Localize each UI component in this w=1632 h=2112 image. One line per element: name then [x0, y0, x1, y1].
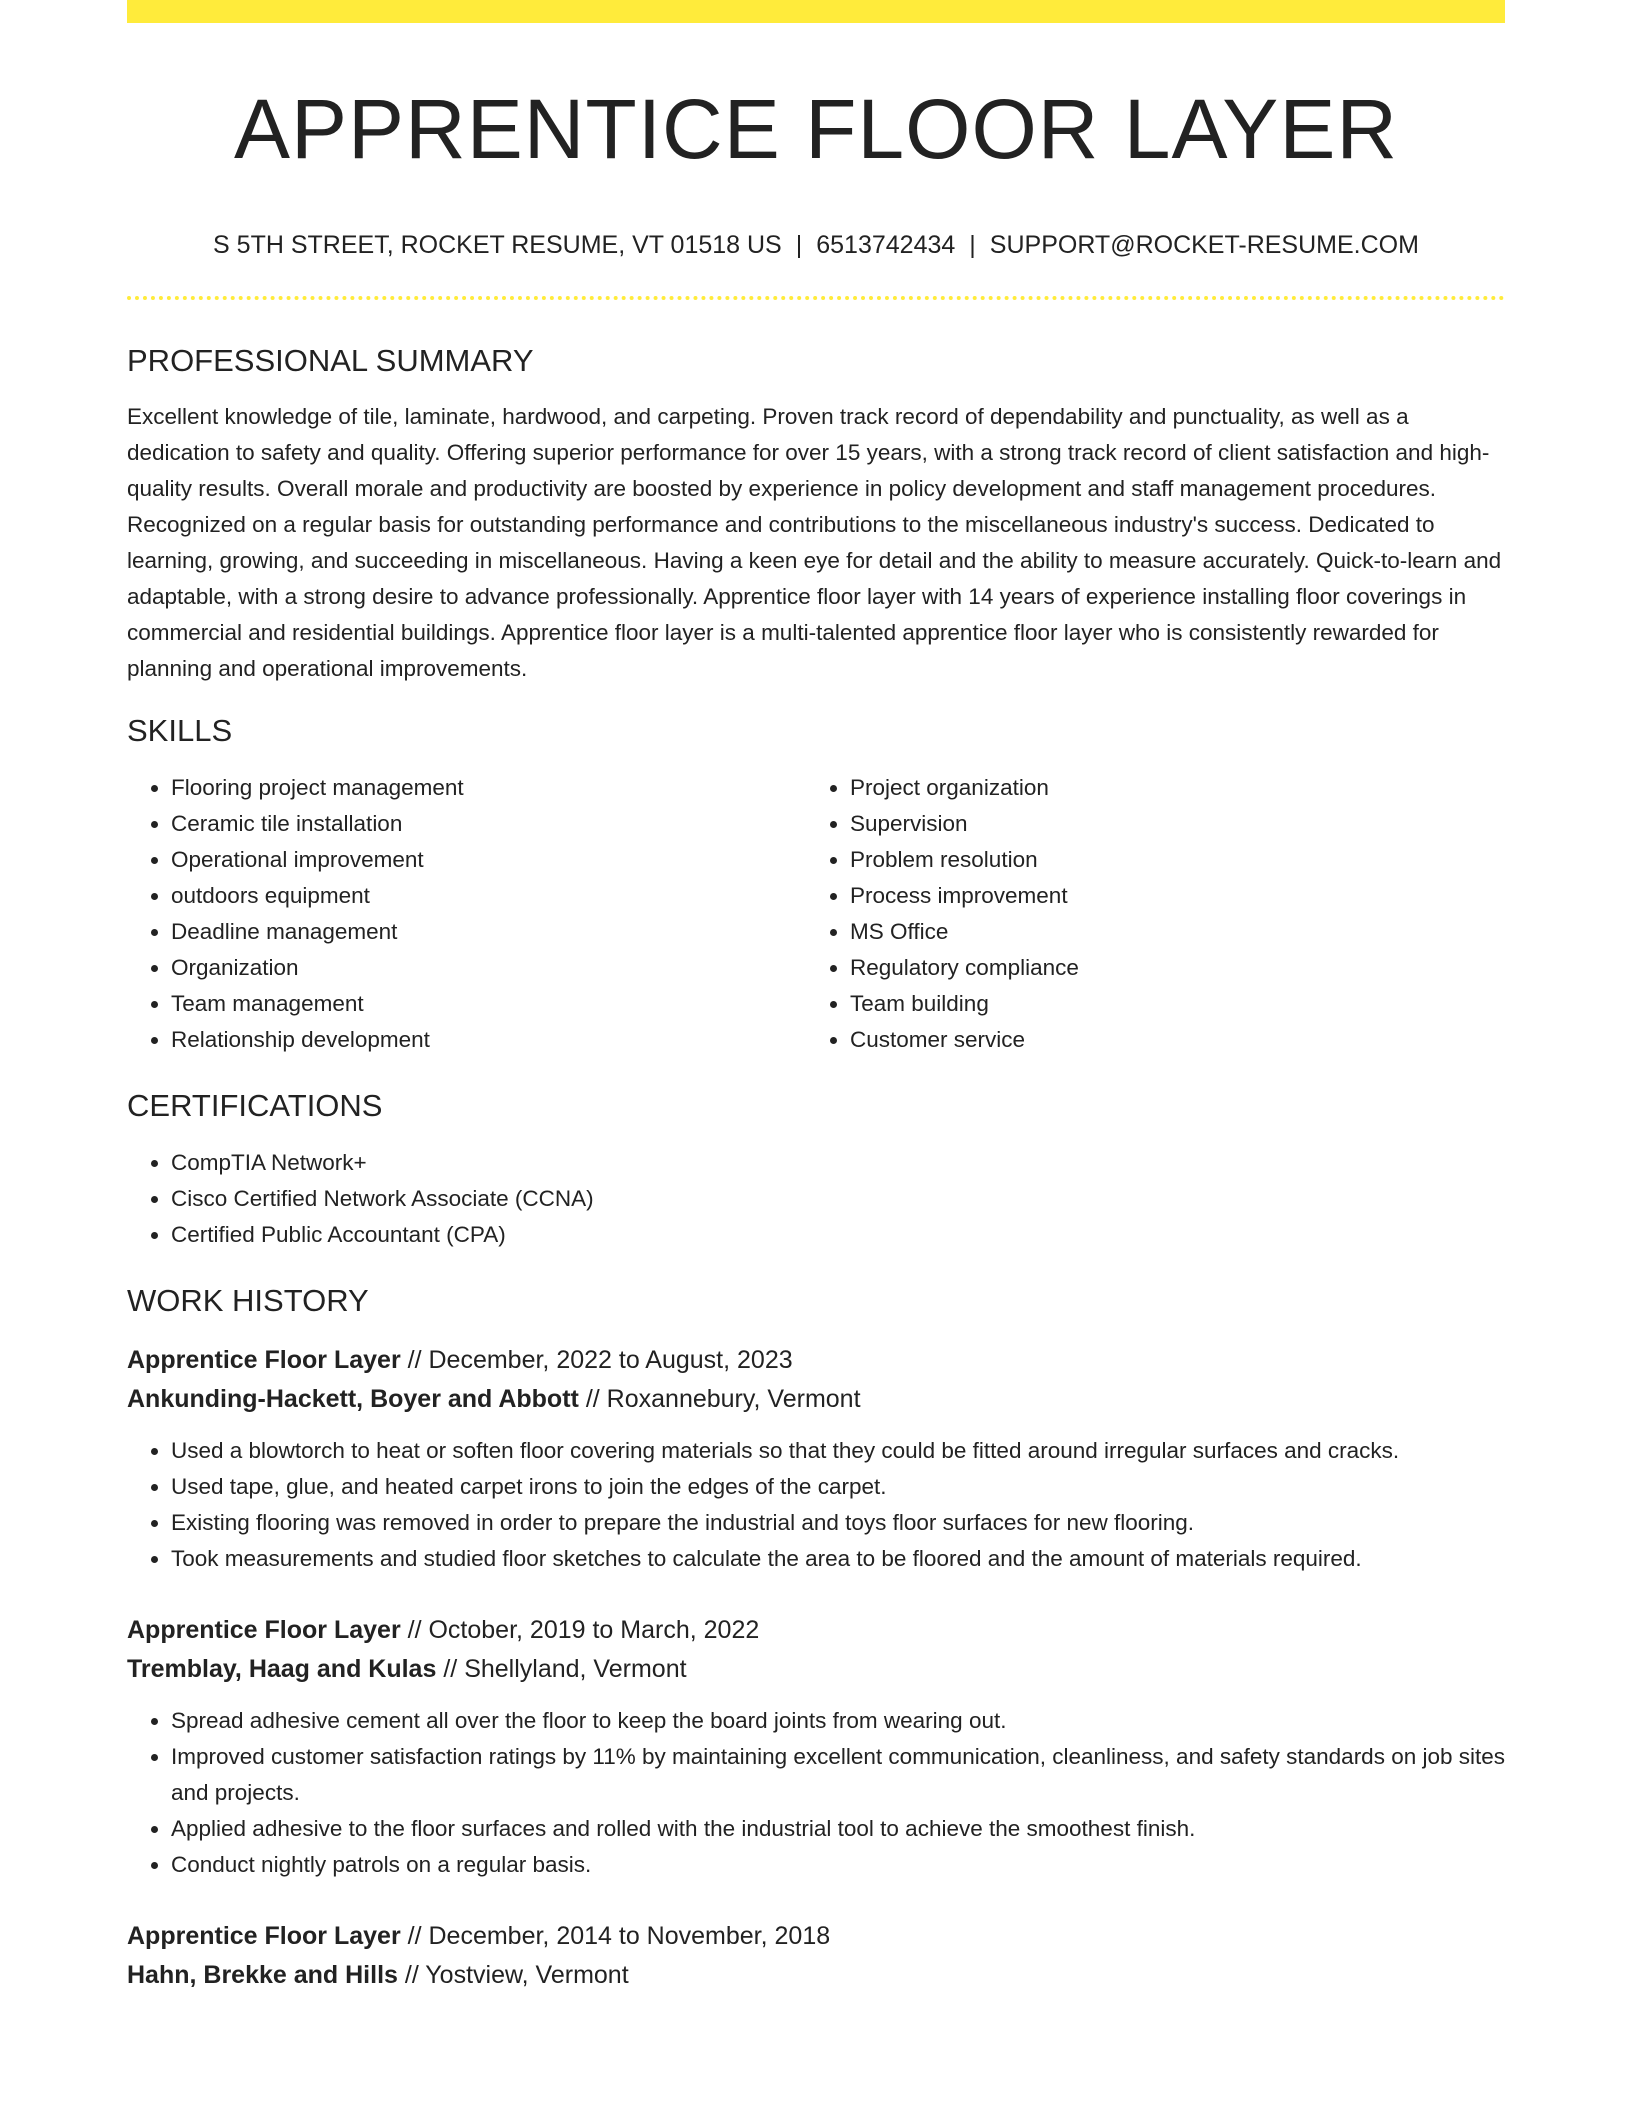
skill-item: • Problem resolution [850, 842, 1485, 878]
job-separator: // [404, 1961, 419, 1989]
job-company-line [127, 1956, 1505, 1995]
resume-content [127, 0, 1505, 1995]
professional-summary-section [127, 342, 1505, 687]
job-separator: // [407, 1616, 422, 1644]
skill-item: • Customer service [850, 1022, 1485, 1058]
section-title-skills: SKILLS [127, 713, 233, 748]
skill-item: • Project organization [850, 770, 1485, 806]
certification-item: • CompTIA Network+ [171, 1145, 1505, 1181]
skills-columns [127, 770, 1505, 1058]
job-dates: October, 2019 to March, 2022 [428, 1616, 760, 1644]
work-history-section [127, 1282, 1505, 1995]
job-bullet: • Used a blowtorch to heat or soften floor covering materials so that they could be fitted around irregular surfaces and cracks. [171, 1433, 1505, 1469]
job-company-line [127, 1650, 1505, 1689]
certifications-list [127, 1145, 1505, 1253]
skill-item: • Deadline management [171, 914, 806, 950]
job-location: Shellyland, Vermont [464, 1655, 687, 1683]
job-role-line [127, 1917, 1505, 1956]
skill-item: • outdoors equipment [171, 878, 806, 914]
contact-separator: | [969, 231, 976, 259]
skills-section [127, 712, 1505, 1058]
skill-item: • Supervision [850, 806, 1485, 842]
job-bullet: • Applied adhesive to the floor surfaces and rolled with the industrial tool to achieve the smoothest finish. [171, 1811, 1505, 1847]
job-role: Apprentice Floor Layer [127, 1346, 401, 1374]
job-entry [127, 1917, 1505, 1995]
job-location: Roxannebury, Vermont [606, 1385, 861, 1413]
job-bullet: • Took measurements and studied floor sketches to calculate the area to be floored and the amount of materials required. [171, 1541, 1505, 1577]
skill-item: • Organization [171, 950, 806, 986]
skill-item: • Operational improvement [171, 842, 806, 878]
skill-item: • Flooring project management [171, 770, 806, 806]
job-company: Ankunding-Hackett, Boyer and Abbott [127, 1385, 579, 1413]
skill-item: • Team management [171, 986, 806, 1022]
job-company-line [127, 1380, 1505, 1419]
job-entry [127, 1341, 1505, 1577]
job-company: Tremblay, Haag and Kulas [127, 1655, 437, 1683]
certification-item: • Certified Public Accountant (CPA) [171, 1217, 1505, 1253]
job-entry [127, 1611, 1505, 1883]
skill-item: • MS Office [850, 914, 1485, 950]
skills-right-list [806, 770, 1485, 1058]
certification-item: • Cisco Certified Network Associate (CCNA) [171, 1181, 1505, 1217]
skill-item: • Relationship development [171, 1022, 806, 1058]
skill-item: • Process improvement [850, 878, 1485, 914]
dotted-divider [127, 296, 1505, 300]
contact-phone: 6513742434 [816, 231, 956, 259]
skill-item: • Ceramic tile installation [171, 806, 806, 842]
job-bullets [127, 1703, 1505, 1883]
section-title-work-history: WORK HISTORY [127, 1283, 369, 1318]
contact-email: SUPPORT@ROCKET-RESUME.COM [989, 231, 1419, 259]
job-role: Apprentice Floor Layer [127, 1922, 401, 1950]
certifications-section [127, 1087, 1505, 1253]
job-bullets [127, 1433, 1505, 1577]
job-bullet: • Conduct nightly patrols on a regular basis. [171, 1847, 1505, 1883]
job-role-line [127, 1611, 1505, 1650]
job-location: Yostview, Vermont [425, 1961, 629, 1989]
job-dates: December, 2014 to November, 2018 [428, 1922, 831, 1950]
skills-left-list [127, 770, 806, 1058]
contact-line [127, 230, 1505, 260]
contact-address: S 5TH STREET, ROCKET RESUME, VT 01518 US [213, 231, 782, 259]
job-dates: December, 2022 to August, 2023 [428, 1346, 793, 1374]
summary-text: Excellent knowledge of tile, laminate, hardwood, and carpeting. Proven track record of dependability and punctuality, as well as a dedication to safety and quality. Offering superior performance for over 15 years, with a strong track record of client satisfaction and high-quality results. Overall morale and productivity are boosted by experience in policy development and staff management procedures. Recognized on a regular basis for outstanding performance and contributions to the miscellaneous industry's success. Dedicated to learning, growing, and succeeding in miscellaneous. Having a keen eye for detail and the ability to measure accurately. Quick-to-learn and adaptable, with a strong desire to advance professionally. Apprentice floor layer with 14 years of experience installing floor coverings in commercial and residential buildings. Apprentice floor layer is a multi-talented apprentice floor layer who is consistently rewarded for planning and operational improvements. [127, 404, 1502, 681]
contact-separator: | [795, 231, 803, 259]
job-separator: // [407, 1922, 422, 1950]
candidate-name: APPRENTICE FLOOR LAYER [233, 82, 1399, 176]
skill-item: • Regulatory compliance [850, 950, 1485, 986]
job-bullet: • Improved customer satisfaction ratings by 11% by maintaining excellent communication, cleanliness, and safety standards on job sites and projects. [171, 1739, 1505, 1811]
job-bullet: • Spread adhesive cement all over the floor to keep the board joints from wearing out. [171, 1703, 1505, 1739]
job-separator: // [585, 1385, 600, 1413]
job-company: Hahn, Brekke and Hills [127, 1961, 398, 1989]
job-bullet: • Existing flooring was removed in order to prepare the industrial and toys floor surfaces for new flooring. [171, 1505, 1505, 1541]
job-role-line [127, 1341, 1505, 1380]
section-title-summary: PROFESSIONAL SUMMARY [127, 343, 534, 378]
job-bullet: • Used tape, glue, and heated carpet irons to join the edges of the carpet. [171, 1469, 1505, 1505]
job-separator: // [407, 1346, 422, 1374]
job-separator: // [443, 1655, 458, 1683]
skill-item: • Team building [850, 986, 1485, 1022]
section-title-certifications: CERTIFICATIONS [127, 1088, 383, 1123]
job-role: Apprentice Floor Layer [127, 1616, 401, 1644]
